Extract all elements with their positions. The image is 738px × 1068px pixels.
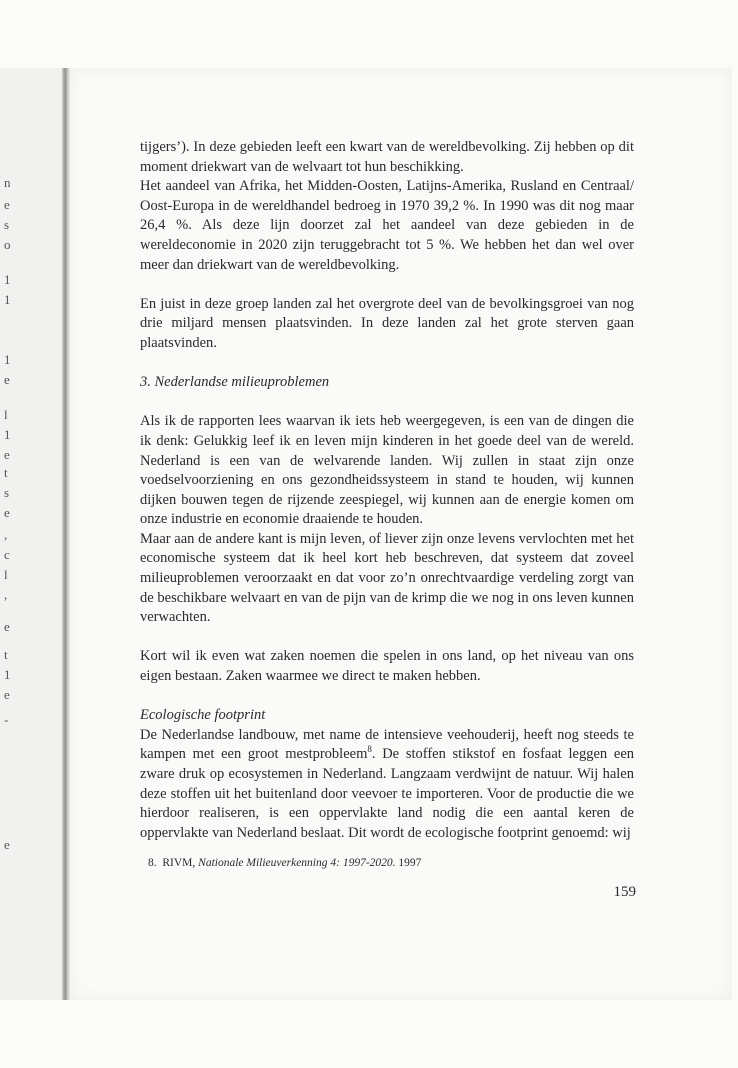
paragraph-text: De Nederlandse landbouw, met name de intensieve veehouderij, heeft nog steeds te kampen met een groot mestprobleem (140, 726, 634, 763)
previous-page-letter: e (4, 197, 10, 212)
previous-page-letter: t (4, 647, 8, 662)
footnote-number: 8. (148, 857, 157, 869)
footnote-title: Nationale Milieuverkenning 4: 1997-2020. (198, 857, 396, 869)
previous-page-letter: e (4, 447, 10, 462)
paragraph-text: . De stoffen stikstof en fosfaat leggen een zware druk op ecosystemen in Nederland. Langzaam verdwijnt de natuur. Wij halen deze stoffen uit het buitenland door veevoer te importeren. Voor de productie die we hierdoor realiseren, is een oppervlakte land nodig die een aantal keren de oppervlakte van Nederland beslaat. Dit wordt de ecologische footprint genoemd: wij (140, 746, 634, 841)
page-number: 159 (613, 884, 636, 900)
previous-page-letter: 1 (4, 292, 11, 307)
previous-page-letter: l (4, 407, 8, 422)
subsection-heading: Ecologische footprint (140, 707, 266, 724)
previous-page-letter: - (4, 712, 9, 727)
previous-page-letter: o (4, 237, 11, 252)
previous-page-letter: s (4, 217, 10, 232)
footnote (148, 856, 628, 871)
previous-page-letter: 1 (4, 352, 11, 367)
paragraph: En juist in deze groep landen zal het overgrote deel van de bevolkingsgroei van nog drie miljard mensen plaatsvinden. In deze landen zal het grote sterven gaan plaatsvinden. (140, 295, 634, 351)
previous-page-letter: 1 (4, 667, 11, 682)
previous-page-letters (4, 68, 24, 1000)
previous-page-letter: e (4, 372, 10, 387)
previous-page-letter: , (4, 527, 8, 542)
previous-page-letter: 1 (4, 427, 11, 442)
previous-page-edge (0, 68, 66, 1000)
previous-page-letter: c (4, 547, 10, 562)
section-heading: 3. Nederlandse milieuproblemen (140, 374, 330, 391)
footnote-reference: 8 (367, 744, 372, 755)
previous-page-letter: t (4, 465, 8, 480)
footnote-year: 1997 (398, 857, 422, 869)
book-gutter (62, 68, 70, 1000)
paragraph: Maar aan de andere kant is mijn leven, of liever zijn onze levens vervlochten met het economische systeem dat ik heel kort heb beschreven, dat systeem dat zoveel milieuproblemen veroorzaakt en dat voor zo’n onrechtvaardige verdeling zorgt van de beschikbare welvaart en van de pijn van de krimp die we nog in ons leven kunnen verwachten. (140, 530, 634, 626)
previous-page-letter: l (4, 567, 8, 582)
paragraph: Het aandeel van Afrika, het Midden-Oosten, Latijns-Amerika, Rusland en Centraal/ Oost-Europa in de wereldhandel bedroeg in 1970 39,2 %. In 1990 was dit nog maar 26,4 %. Als deze lijn doorzet zal het aandeel van deze gebieden in de wereldeconomie in 2020 zijn teruggebracht tot 5 %. We hebben het dan wel over meer dan driekwart van de wereldbevolking. (140, 178, 634, 273)
previous-page-letter: s (4, 485, 10, 500)
paragraph: Kort wil ik even wat zaken noemen die spelen in ons land, op het niveau van ons eigen bestaan. Zaken waarmee we direct te maken hebben. (140, 648, 634, 685)
previous-page-letter: n (4, 175, 11, 190)
previous-page-letter: 1 (4, 272, 11, 287)
previous-page-letter: , (4, 587, 8, 602)
previous-page-letter: e (4, 687, 10, 702)
previous-page-letter: e (4, 837, 10, 852)
paragraph (140, 726, 634, 844)
body-text (140, 138, 634, 843)
paragraph: tijgers’). In deze gebieden leeft een kwart van de wereldbevolking. Zij hebben op dit moment driekwart van de welvaart tot hun beschikking. (140, 139, 634, 175)
previous-page-letter: e (4, 619, 10, 634)
footnote-author: RIVM, (162, 857, 196, 869)
paragraph: Als ik de rapporten lees waarvan ik iets heb weergegeven, is een van de dingen die ik denk: Gelukkig leef ik en leven mijn kinderen in het goede deel van de wereld. Nederland is een van de welvarende landen. Wij zullen in staat zijn onze voedselvoorziening en ons gezondheidssysteem in stand te houden, wij kunnen dijken bouwen tegen de rijzende zeespiegel, wij kunnen aan de energie komen om onze industrie en economie draaiende te houden. (140, 413, 634, 528)
previous-page-letter: e (4, 505, 10, 520)
